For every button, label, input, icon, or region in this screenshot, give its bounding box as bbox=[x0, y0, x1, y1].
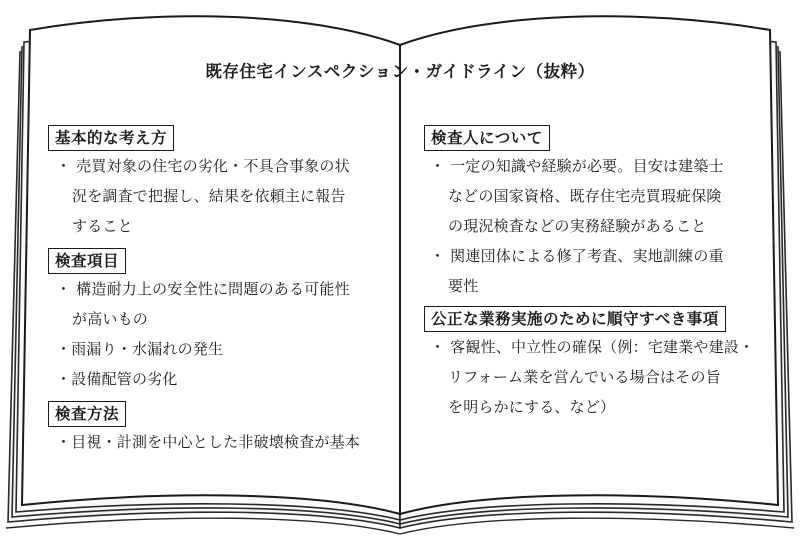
section-heading-inspection-method: 検査方法 bbox=[48, 401, 126, 427]
text-line: ・ 一定の知識や経験が必要。目安は建築士 bbox=[430, 157, 724, 175]
page-title: 既存住宅インスペクション・ガイドライン（抜粋） bbox=[205, 62, 595, 81]
section-heading-basic-concept: 基本的な考え方 bbox=[48, 125, 174, 151]
text-line: 況を調査で把握し、結果を依頼主に報告 bbox=[72, 187, 346, 205]
section-heading-inspector: 検査人について bbox=[424, 125, 550, 151]
text-line: 要性 bbox=[448, 277, 479, 295]
text-line: ・ 客観性、中立性の確保（例：宅建業や建設・ bbox=[430, 338, 755, 356]
text-line: リフォーム業を営んでいる場合はその旨 bbox=[448, 368, 721, 386]
section-heading-inspection-items: 検査項目 bbox=[48, 248, 126, 274]
text-line: を明らかにする、など） bbox=[448, 398, 616, 416]
text-line: の現況検査などの実務経験があること bbox=[448, 217, 707, 235]
text-line: ・目視・計測を中心とした非破壊検査が基本 bbox=[56, 433, 361, 451]
section-heading-fair-practice: 公正な業務実施のために順守すべき事項 bbox=[424, 306, 726, 332]
text-line: などの国家資格、既存住宅売買瑕疵保険 bbox=[448, 187, 722, 205]
text-line: ・ 売買対象の住宅の劣化・不具合事象の状 bbox=[56, 157, 350, 175]
text-line: ・雨漏り・水漏れの発生 bbox=[56, 340, 224, 358]
text-line: が高いもの bbox=[72, 310, 149, 328]
text-line: ・ 関連団体による修了考査、実地訓練の重 bbox=[430, 247, 724, 265]
text-line: ・設備配管の劣化 bbox=[56, 370, 178, 388]
text-line: ・ 構造耐力上の安全性に問題のある可能性 bbox=[56, 280, 350, 298]
text-line: すること bbox=[72, 217, 133, 235]
